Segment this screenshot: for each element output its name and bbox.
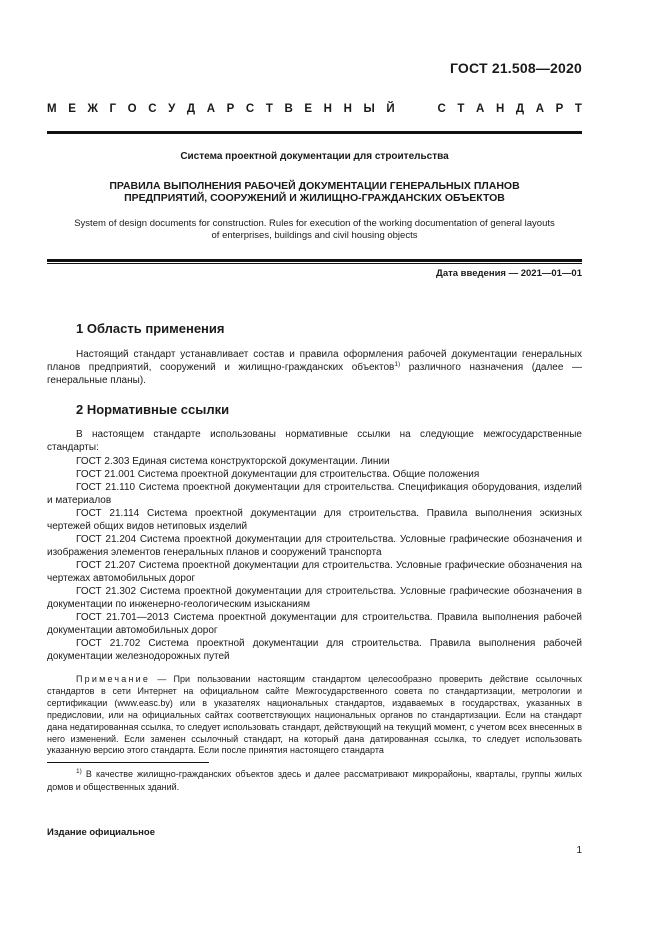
banner-letter: С bbox=[148, 103, 157, 115]
footnote-ref[interactable]: 1) bbox=[394, 361, 401, 368]
reference-text: ГОСТ 21.110 Система проектной документации для строительства. Спецификация оборудования, изделий и материалов bbox=[47, 482, 582, 506]
banner-letter: С bbox=[437, 103, 446, 115]
banner-letter: М bbox=[47, 103, 57, 115]
banner-letter: В bbox=[284, 103, 293, 115]
banner-letter: А bbox=[476, 103, 485, 115]
banner-letter: Д bbox=[515, 103, 525, 115]
banner-letter: Н bbox=[323, 103, 332, 115]
references-intro bbox=[47, 428, 582, 454]
banner-letter: О bbox=[127, 103, 137, 115]
title-rule-thin bbox=[47, 263, 582, 264]
english-title-line-1: System of design documents for construction. Rules for execution of the working documentation of general layouts bbox=[74, 218, 555, 229]
note-text: — При пользовании настоящим стандартом целесообразно проверить действие ссылочных стандартов в сети Интернет на официальном сайте Межгосударственного совета по стандартизации, метрологии и сертификации (www.easc.by) или в указателях национальных стандартов, издаваемых в государствах, указанных в предисловии, или на официальных сайтах соответствующих национальных органов по стандартизации. Если на стандарт дана недатированная ссылка, то следует использовать стандарт, действующий на текущий момент, с учетом всех внесенных в него изменений. Если заменен ссылочный стандарт, на который дана датированная ссылка, то следует использовать указанную версию этого стандарта. Если после принятия настоящего стандарта bbox=[47, 674, 582, 756]
banner-letter: Р bbox=[226, 103, 235, 115]
scope-text-a: Настоящий стандарт устанавливает состав и правила оформления рабочей документации генеральных планов предприятий, сооружений и жилищно-гражданских объектов bbox=[47, 349, 582, 373]
note-label: Примечание bbox=[76, 674, 151, 684]
reference-item bbox=[47, 468, 582, 481]
official-edition-label: Издание официальное bbox=[47, 827, 155, 838]
banner-letter: Ж bbox=[87, 103, 98, 115]
references-note bbox=[47, 674, 582, 757]
reference-item bbox=[47, 507, 582, 533]
banner-letter: А bbox=[535, 103, 545, 115]
banner-letter: Н bbox=[495, 103, 505, 115]
page-number: 1 bbox=[576, 845, 582, 856]
introduction-date: Дата введения — 2021—01—01 bbox=[436, 268, 582, 279]
banner-letter: Е bbox=[304, 103, 313, 115]
reference-text: ГОСТ 21.702 Система проектной документации для строительства. Правила выполнения рабочей документации железнодорожных путей bbox=[47, 638, 582, 662]
banner-letter: Г bbox=[109, 103, 117, 115]
banner-letter: С bbox=[245, 103, 255, 115]
banner-letter: А bbox=[206, 103, 216, 115]
reference-item bbox=[47, 637, 582, 663]
banner-letter: Т bbox=[457, 103, 465, 115]
banner-letter: Т bbox=[265, 103, 273, 115]
banner-letter: Т bbox=[574, 103, 582, 115]
references-intro-text: В настоящем стандарте использованы нормативные ссылки на следующие межгосударственные стандарты: bbox=[47, 429, 582, 453]
reference-text: ГОСТ 21.204 Система проектной документации для строительства. Условные графические обозначения и изображения элементов генеральных планов и сооружений транспорта bbox=[47, 534, 582, 558]
reference-text: ГОСТ 21.114 Система проектной документации для строительства. Правила выполнения эскизных чертежей общих видов нетиповых изделий bbox=[47, 508, 582, 532]
banner-letter: Д bbox=[186, 103, 196, 115]
english-title bbox=[47, 218, 582, 242]
section-heading-references: 2 Нормативные ссылки bbox=[76, 402, 230, 417]
main-title-line-2: ПРЕДПРИЯТИЙ, СООРУЖЕНИЙ И ЖИЛИЩНО-ГРАЖДАНСКИХ ОБЪЕКТОВ bbox=[124, 192, 505, 204]
banner-letter: Й bbox=[386, 103, 395, 115]
reference-text: ГОСТ 21.701—2013 Система проектной документации для строительства. Правила выполнения рабочей документации автомобильных дорог bbox=[47, 612, 582, 636]
main-title-line-1: ПРАВИЛА ВЫПОЛНЕНИЯ РАБОЧЕЙ ДОКУМЕНТАЦИИ ГЕНЕРАЛЬНЫХ ПЛАНОВ bbox=[109, 180, 520, 192]
system-title: Система проектной документации для строительства bbox=[180, 151, 449, 162]
banner-letter: Р bbox=[555, 103, 564, 115]
scope-paragraph bbox=[47, 348, 582, 387]
banner-letter bbox=[422, 103, 426, 115]
reference-item bbox=[47, 611, 582, 637]
reference-text: ГОСТ 2.303 Единая система конструкторской документации. Линии bbox=[76, 456, 390, 467]
reference-item bbox=[47, 585, 582, 611]
footnote-mark: 1) bbox=[76, 768, 82, 775]
banner-letter: Н bbox=[343, 103, 352, 115]
reference-item bbox=[47, 559, 582, 585]
scope-text-b: различного назначения (далее — генеральные планы). bbox=[47, 362, 582, 386]
header-rule bbox=[47, 131, 582, 134]
footnote-text: В качестве жилищно-гражданских объектов здесь и далее рассматривают микрорайоны, кварталы, группы жилых домов и общественных зданий. bbox=[47, 769, 582, 792]
interstate-standard-banner bbox=[47, 103, 582, 115]
banner-letter: Е bbox=[68, 103, 76, 115]
footnote bbox=[47, 768, 582, 794]
section-heading-scope: 1 Область применения bbox=[76, 321, 225, 336]
reference-item bbox=[47, 455, 582, 468]
reference-item bbox=[47, 481, 582, 507]
banner-letter: У bbox=[168, 103, 176, 115]
english-title-line-2: of enterprises, buildings and civil housing objects bbox=[211, 230, 418, 241]
reference-text: ГОСТ 21.207 Система проектной документации для строительства. Условные графические обозначения на чертежах автомобильных дорог bbox=[47, 560, 582, 584]
footnote-separator bbox=[47, 762, 209, 763]
title-rule-thick bbox=[47, 259, 582, 262]
standard-number: ГОСТ 21.508—2020 bbox=[449, 60, 582, 76]
banner-letter bbox=[406, 103, 410, 115]
reference-text: ГОСТ 21.302 Система проектной документации для строительства. Условные графические обозначения в документации по инженерно-геологическим изысканиям bbox=[47, 586, 582, 610]
main-title bbox=[47, 180, 582, 204]
reference-item bbox=[47, 533, 582, 559]
banner-letter: Ы bbox=[363, 103, 375, 115]
reference-text: ГОСТ 21.001 Система проектной документации для строительства. Общие положения bbox=[76, 469, 480, 480]
